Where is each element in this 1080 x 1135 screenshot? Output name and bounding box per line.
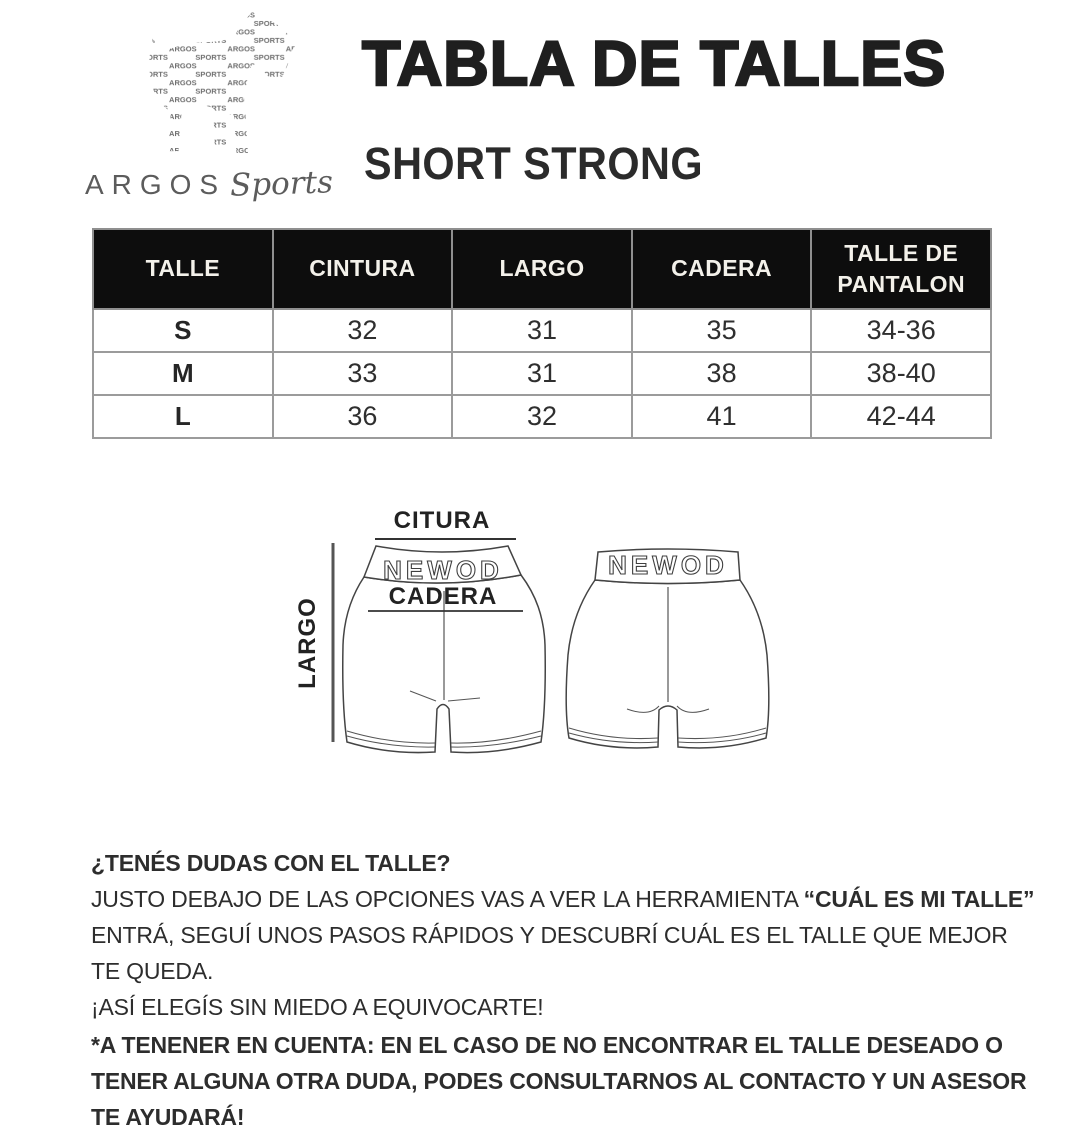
cell-cintura: 32: [273, 309, 453, 352]
cell-talle: S: [93, 309, 273, 352]
footer-heading: ¿TENÉS DUDAS CON EL TALLE?: [91, 850, 451, 876]
col-talle-pantalon: TALLE DE PANTALON: [811, 229, 991, 309]
cell-cintura: 33: [273, 352, 453, 395]
cell-talle: L: [93, 395, 273, 438]
brand-logo: [84, 10, 334, 204]
footer-line-tool-bold: “CUÁL ES MI TALLE”: [803, 886, 1035, 912]
col-largo: LARGO: [452, 229, 632, 309]
cell-talle-pantalon: 38-40: [811, 352, 991, 395]
table-row: [93, 352, 991, 395]
cell-largo: 31: [452, 309, 632, 352]
cell-talle-pantalon: 34-36: [811, 309, 991, 352]
size-table: [92, 228, 992, 439]
table-header-row: [93, 229, 991, 309]
newod-front-logo: NEWOD: [383, 555, 503, 585]
dog-silhouette: [149, 11, 297, 157]
footer-line-tool-regular: JUSTO DEBAJO DE LAS OPCIONES VAS A VER LA HERRAMIENTA: [91, 886, 804, 912]
size-table-body: [93, 309, 991, 438]
dog-wordcloud-logo-icon: [107, 10, 312, 170]
col-cintura: CINTURA: [273, 229, 453, 309]
brand-wordmark: [84, 164, 334, 204]
cell-largo: 31: [452, 352, 632, 395]
footer-text-block: [91, 845, 1041, 1135]
cell-largo: 32: [452, 395, 632, 438]
footer-line-confidence: ¡ASÍ ELEGÍS SIN MIEDO A EQUIVOCARTE!: [91, 994, 544, 1020]
cell-cintura: 36: [273, 395, 453, 438]
product-subtitle: SHORT STRONG: [364, 138, 704, 189]
cell-cadera: 38: [632, 352, 812, 395]
cadera-label: CADERA: [388, 583, 498, 610]
brand-name: ARGOS: [84, 169, 227, 200]
footer-note: *A TENENER EN CUENTA: EN EL CASO DE NO ENCONTRAR EL TALLE DESEADO O TENER ALGUNA OTRA DUDA, PODES CONSULTARNOS AL CONTACTO Y UN ASESOR TE AYUDARÁ!: [91, 1032, 1027, 1130]
footer-line-steps: ENTRÁ, SEGUÍ UNOS PASOS RÁPIDOS Y DESCUBRÍ CUÁL ES EL TALLE QUE MEJOR TE QUEDA.: [91, 922, 1008, 984]
newod-back-logo: NEWOD: [608, 550, 728, 580]
brand-name-script: Sports: [229, 164, 334, 204]
cell-cadera: 35: [632, 309, 812, 352]
largo-label: LARGO: [294, 597, 321, 689]
table-row: [93, 395, 991, 438]
measurement-diagram: [290, 495, 790, 820]
footer-line-tool: [91, 881, 1041, 917]
shorts-diagram-svg: [290, 495, 790, 820]
cell-talle-pantalon: 42-44: [811, 395, 991, 438]
table-row: [93, 309, 991, 352]
citura-label: CITURA: [393, 507, 491, 534]
col-cadera: CADERA: [632, 229, 812, 309]
cell-cadera: 41: [632, 395, 812, 438]
page-title: TABLA DE TALLES: [362, 29, 947, 99]
size-table-header: [93, 229, 991, 309]
col-talle: TALLE: [93, 229, 273, 309]
cell-talle: M: [93, 352, 273, 395]
